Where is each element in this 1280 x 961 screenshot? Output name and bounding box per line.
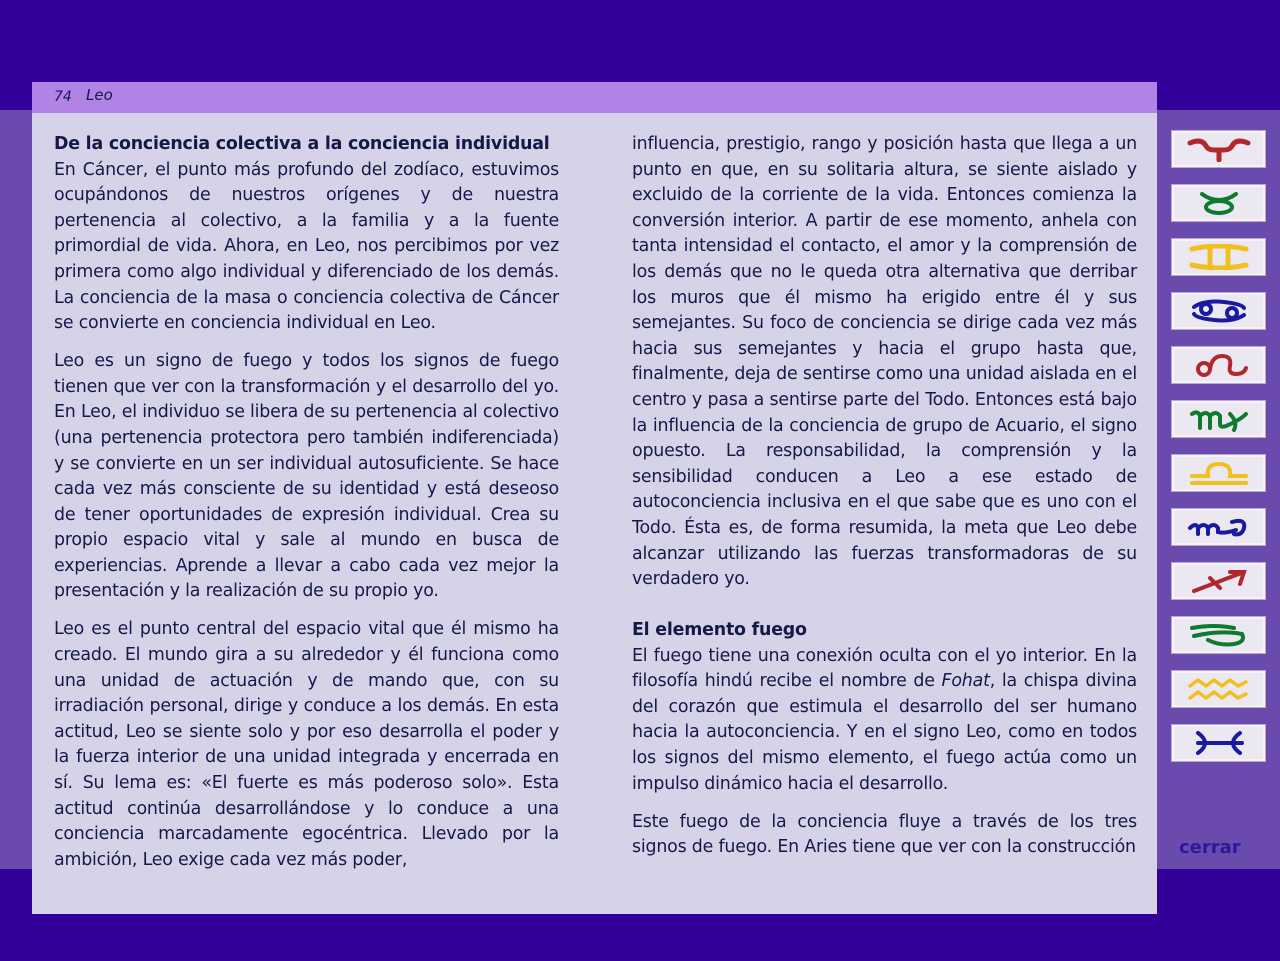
gemini-button[interactable]: [1171, 238, 1266, 276]
capricorn-button[interactable]: [1171, 616, 1266, 654]
section-heading: De la conciencia colectiva a la conciencia individual: [54, 134, 550, 154]
paragraph-fire: [632, 644, 1137, 798]
scorpio-icon: [1184, 514, 1254, 540]
subsection-heading: El elemento fuego: [632, 620, 807, 641]
virgo-icon: [1184, 406, 1254, 432]
sagittarius-icon: [1184, 568, 1254, 594]
leo-icon: [1184, 352, 1254, 378]
scorpio-button[interactable]: [1171, 508, 1266, 546]
paragraph: influencia, prestigio, rango y posición hasta que llega a un punto en que, en su solitaria altura, se siente aislado y excluido de la corriente de la vida. Entonces comienza la conversión interior. A partir de ese momento, anhela con tanta intensidad el contacto, el amor y la comprensión de los demás que no le queda otra alternativa que derribar los muros que él mismo ha erigido entre él y sus semejantes. Su foco de conciencia se dirige cada vez más hacia sus semejantes y hacia el grupo hasta que, finalmente, deja de sentirse como una unidad aislada en el centro y pasa a sentirse parte del Todo. Entonces está bajo la influencia de la conciencia de grupo de Acuario, el signo opuesto. La responsabilidad, la comprensión y la sensibilidad conducen a Leo a ese estado de autoconciencia inclusiva en el que sabe que es uno con el Todo. Ésta es, de forma resumida, la meta que Leo debe alcanzar utilizando las fuerzas transformadoras de su verdadero yo.: [632, 134, 1137, 590]
text-run: El fuego tiene una conexión oculta con el yo interior. En la filosofía hindú recibe el nombre de: [632, 645, 1137, 692]
cancer-button[interactable]: [1171, 292, 1266, 330]
paragraph: Leo es el punto central del espacio vital que él mismo ha creado. El mundo gira a su alrededor y él funciona como una unidad de actuación y de mando que, con su irradiación personal, dirige y conduce a los demás. En esta actitud, Leo se siente solo y por eso desarrolla el poder y la fuerza interior de una unidad integrada y encerrada en sí. Su lema es: «El fuerte es más poderoso solo». Esta actitud continúa desarrollándose y lo conduce a una conciencia marcadamente egocéntrica. Llevado por la ambición, Leo exige cada vez más poder,: [54, 619, 559, 870]
aries-icon: [1184, 136, 1254, 162]
aquarius-icon: [1184, 676, 1254, 702]
virgo-button[interactable]: [1171, 400, 1266, 438]
section-title: Leo: [86, 86, 113, 104]
libra-button[interactable]: [1171, 454, 1266, 492]
close-button[interactable]: cerrar: [1179, 837, 1241, 858]
text-run: , la chispa divina del corazón que estimula el desarrollo del ser humano hacia la autoconciencia. Y en el signo Leo, como en todos los signos del mismo elemento, el fuego actúa como un impulso dinámico hacia el desarrollo.: [632, 671, 1137, 794]
right-column: [632, 132, 1137, 873]
taurus-button[interactable]: [1171, 184, 1266, 222]
libra-icon: [1184, 460, 1254, 486]
pisces-icon: [1184, 730, 1254, 756]
aries-button[interactable]: [1171, 130, 1266, 168]
paragraph: Este fuego de la conciencia fluye a través de los tres signos de fuego. En Aries tiene que ver con la construcción: [632, 811, 1137, 858]
aquarius-button[interactable]: [1171, 670, 1266, 708]
italic-term: Fohat: [941, 671, 990, 692]
leo-button[interactable]: [1171, 346, 1266, 384]
sagittarius-button[interactable]: [1171, 562, 1266, 600]
paragraph: En Cáncer, el punto más profundo del zodíaco, estuvimos ocupándonos de nuestros orígenes y de nuestra pertenencia al colectivo, a la familia y a la fuente primordial de vida. Ahora, en Leo, nos percibimos por vez primera como algo individual y diferenciado de los demás. La conciencia de la masa o conciencia colectiva de Cáncer se convierte en conciencia individual en Leo.: [54, 159, 559, 334]
left-column: [54, 132, 559, 886]
gemini-icon: [1184, 244, 1254, 270]
pisces-button[interactable]: [1171, 724, 1266, 762]
page-header: [32, 82, 1157, 113]
book-page: [32, 82, 1157, 914]
taurus-icon: [1184, 190, 1254, 216]
cancer-icon: [1184, 298, 1254, 324]
paragraph: Leo es un signo de fuego y todos los signos de fuego tienen que ver con la transformación y el desarrollo del yo. En Leo, el individuo se libera de su pertenencia al colectivo (una pertenencia protectora pero también indiferenciada) y se convierte en un ser individual autosuficiente. Se hace cada vez más consciente de su identidad y está deseoso de tener oportunidades de expresión individual. Crea su propio espacio vital y sale al mundo en busca de experiencias. Aprende a llevar a cabo cada vez mejor la presentación y la realización de su propio yo.: [54, 351, 559, 602]
capricorn-icon: [1184, 622, 1254, 648]
page-number: 74: [54, 89, 72, 105]
